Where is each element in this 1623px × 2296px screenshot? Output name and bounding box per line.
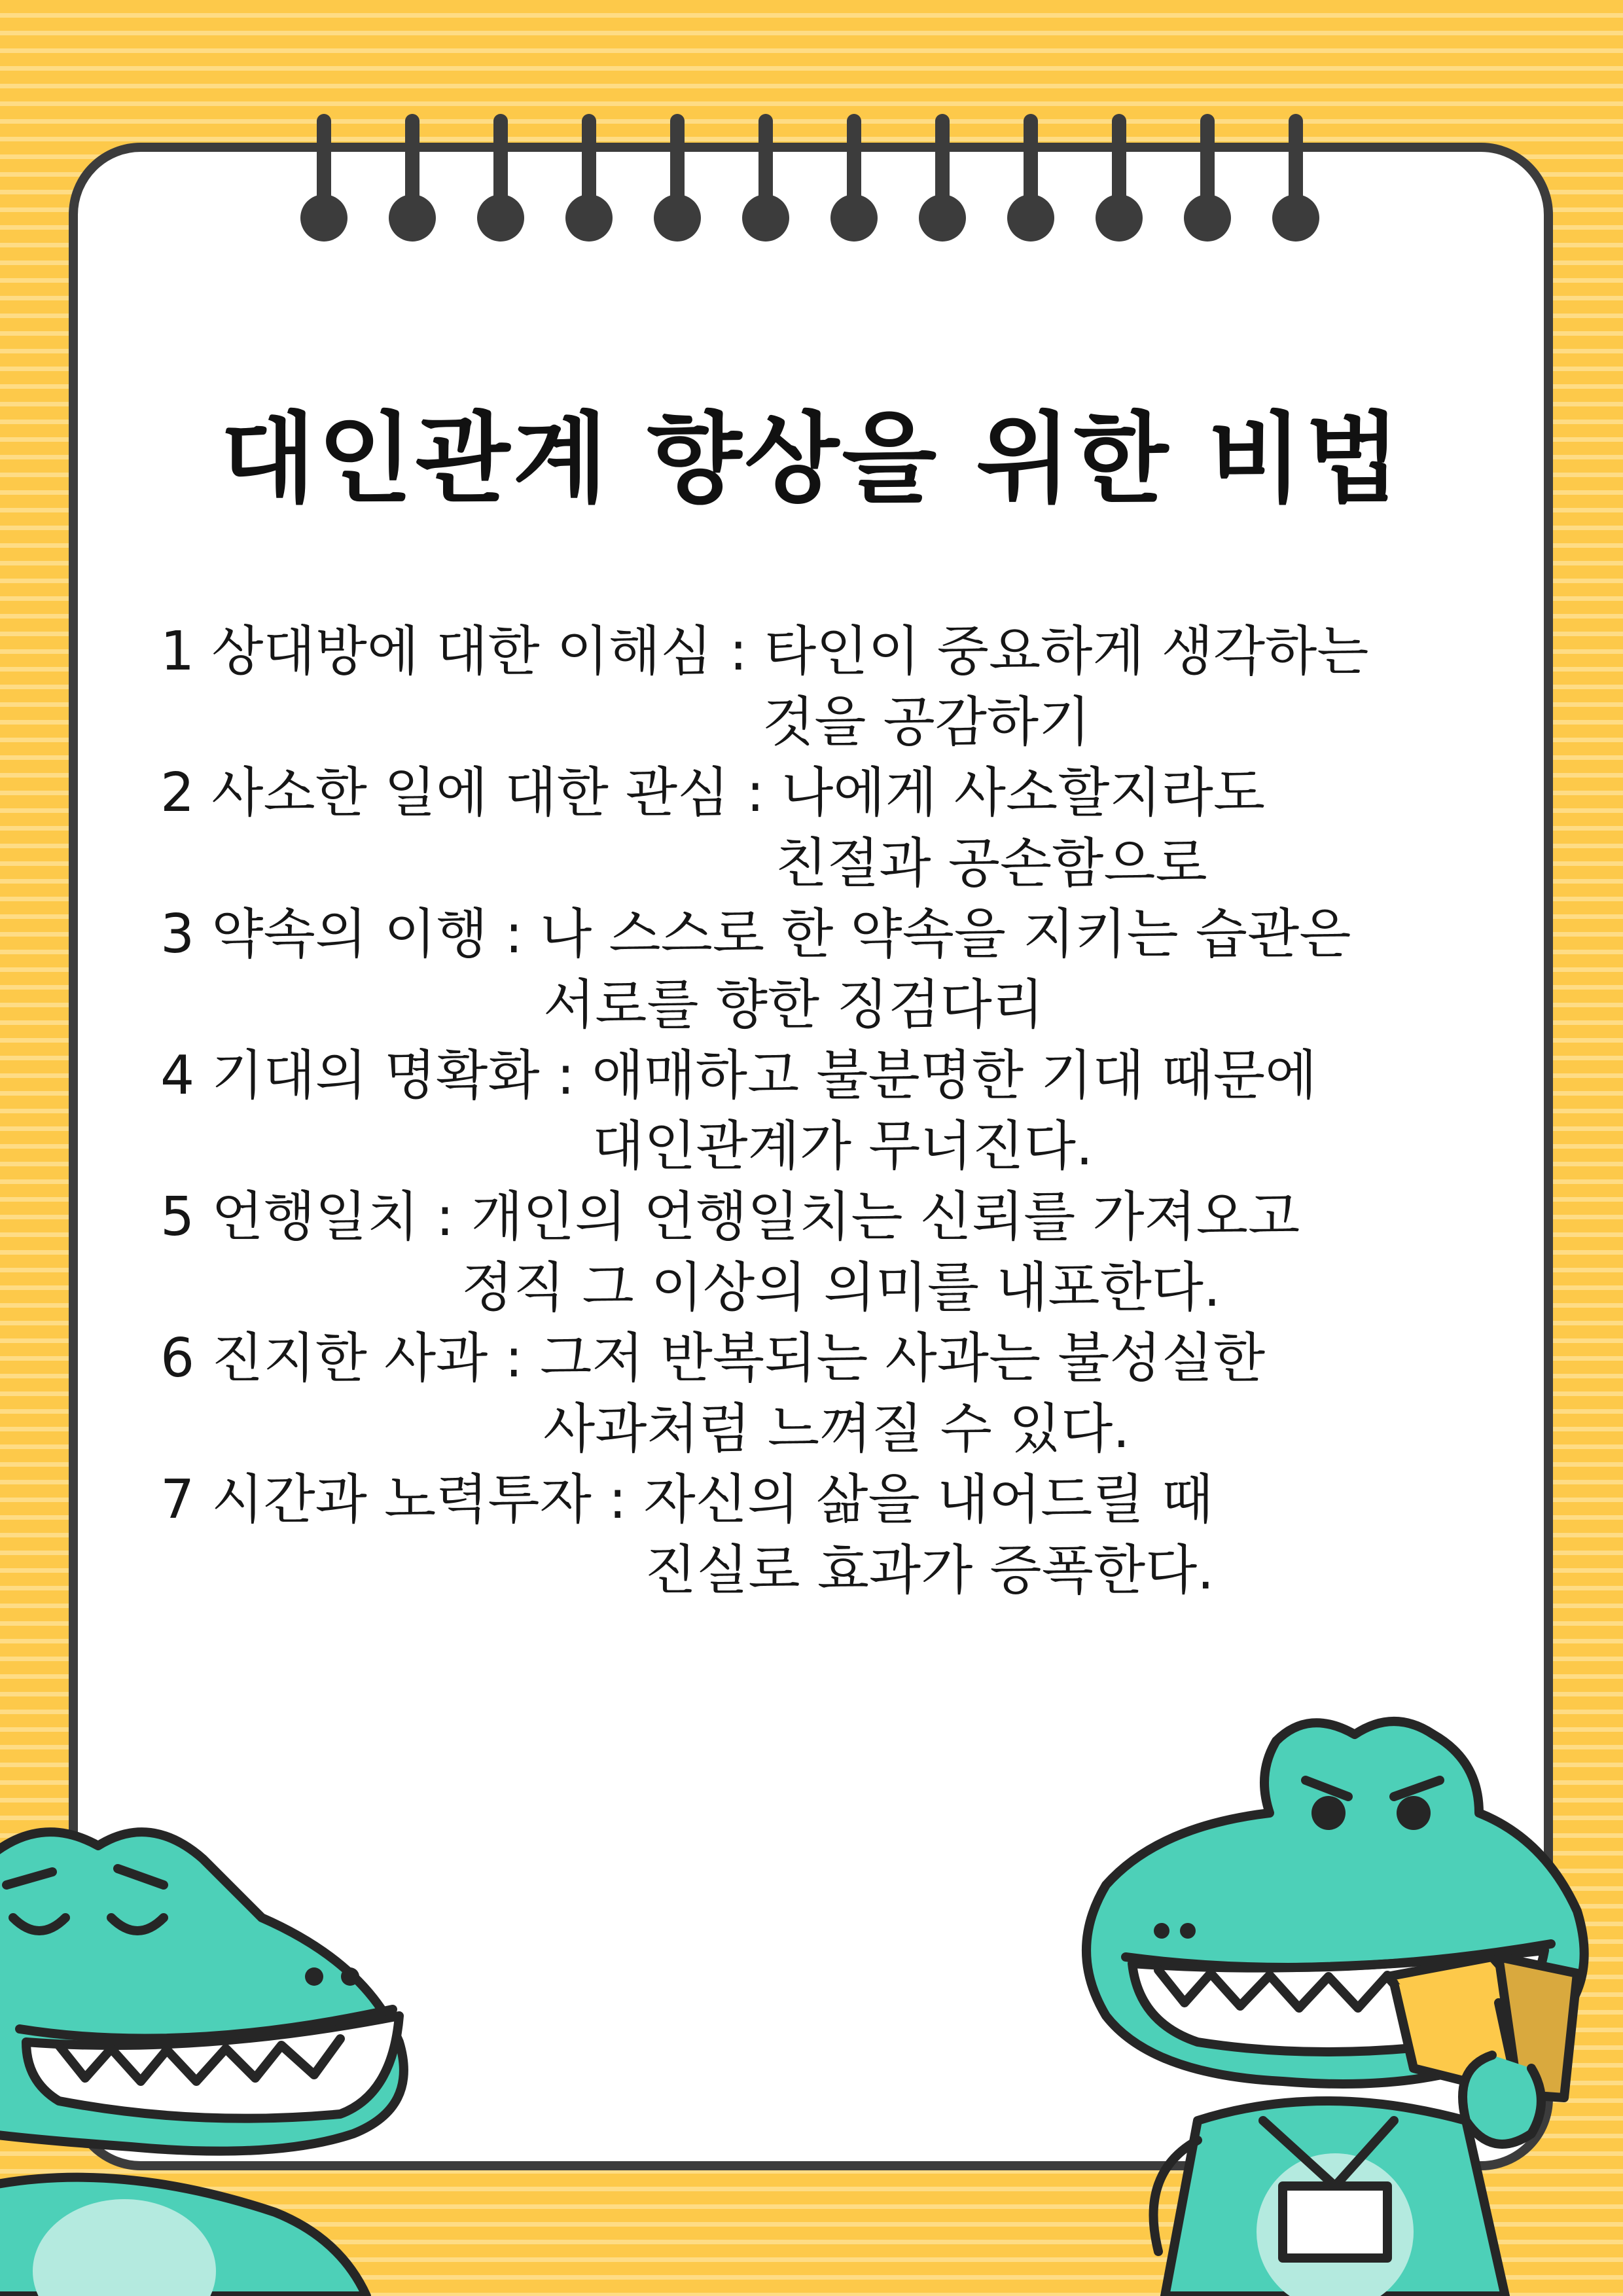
item-detail: 서로를 향한 징검다리 <box>543 974 1044 1036</box>
page-title: 대인관계 향상을 위한 비법 <box>220 403 1403 516</box>
list-item <box>160 1174 1502 1319</box>
item-detail: 사과처럼 느껴질 수 있다. <box>543 1398 1130 1460</box>
item-detail: 대인관계가 무너진다. <box>592 1115 1094 1177</box>
list-item <box>160 891 1502 1036</box>
list-item <box>160 1457 1502 1602</box>
item-detail: 친절과 공손함으로 <box>776 833 1207 895</box>
list-item <box>160 1033 1502 1177</box>
list-item <box>160 750 1502 895</box>
item-title: 4 기대의 명확화 : 애매하고 불분명한 기대 때문에 <box>160 1045 1317 1107</box>
list-item <box>160 609 1502 753</box>
list-item <box>160 1316 1502 1460</box>
item-title: 3 약속의 이행 : 나 스스로 한 약속을 지키는 습관은 <box>160 903 1351 965</box>
item-title: 2 사소한 일에 대한 관심 : 나에게 사소할지라도 <box>160 762 1266 824</box>
item-title: 6 진지한 사과 : 그저 반복되는 사과는 불성실한 <box>160 1327 1266 1390</box>
item-detail: 정직 그 이상의 의미를 내포한다. <box>461 1257 1221 1319</box>
tips-list <box>160 609 1502 1602</box>
item-detail: 진실로 효과가 증폭한다. <box>645 1539 1215 1602</box>
frog-left-illustration <box>0 1820 419 2296</box>
frog-right-illustration <box>1047 1715 1623 2296</box>
spiral-binding-rings <box>0 0 1623 249</box>
item-title: 1 상대방에 대한 이해심 : 타인이 중요하게 생각하는 <box>160 620 1369 683</box>
item-title: 5 언행일치 : 개인의 언행일치는 신뢰를 가져오고 <box>160 1186 1300 1248</box>
item-title: 7 시간과 노력투자 : 자신의 삶을 내어드릴 때 <box>160 1469 1213 1531</box>
item-detail: 것을 공감하기 <box>762 691 1091 753</box>
